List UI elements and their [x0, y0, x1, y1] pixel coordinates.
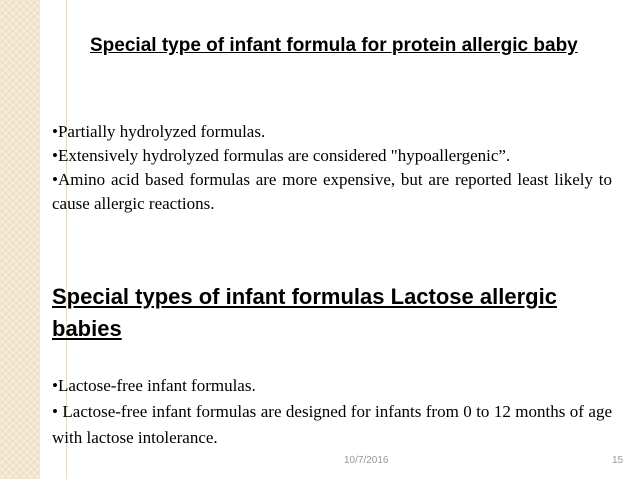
bullet-extensively-hydrolyzed: •Extensively hydrolyzed formulas are considered "hypoallergenic”. [52, 146, 511, 165]
bullet-partially-hydrolyzed: •Partially hydrolyzed formulas. [52, 122, 266, 141]
footer-date: 10/7/2016 [344, 455, 389, 466]
lactose-formula-list [52, 373, 612, 451]
bullet-lactose-free: •Lactose-free infant formulas. [52, 376, 256, 395]
heading-lactose-allergy: Special types of infant formulas Lactose allergic babies [52, 284, 557, 341]
decorative-side-strip [0, 0, 40, 479]
footer-page-number: 15 [612, 455, 624, 466]
protein-formula-list [52, 120, 612, 216]
bullet-lactose-free-detail: • Lactose-free infant formulas are designed for infants from 0 to 12 months of age with lactose intolerance. [52, 402, 612, 447]
bullet-amino-acid: •Amino acid based formulas are more expensive, but are reported least likely to cause allergic reactions. [52, 170, 612, 213]
heading-protein-allergy: Special type of infant formula for protein allergic baby [90, 35, 578, 56]
